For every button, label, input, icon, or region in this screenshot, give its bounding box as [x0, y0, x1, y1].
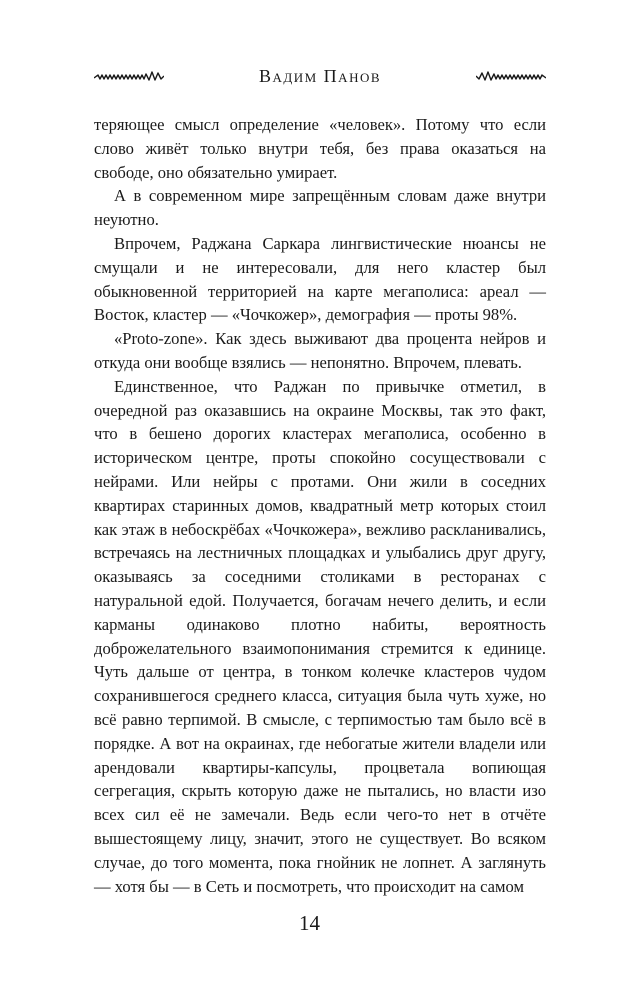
paragraph: Единственное, что Раджан по привычке отметил, в очередной раз оказавшись на окраине Москвы, так это факт, что в бешено дорогих кластерах мегаполиса, особенно в историческом центре, проты спокойно сосуществовали с нейрами. Или нейры с протами. Они жили в соседних квартирах старинных домов, квадратный метр которых стоил как этаж в небоскрёбах «Чочкожера», вежливо раскланивались, встречаясь на лестничных площадках и улыбались друг другу, оказываясь за соседними столиками в ресторанах с натуральной едой. Получается, богачам нечего делить, и если карманы одинаково плотно набиты, вероятность доброжелательного взаимопонимания стремится к единице. Чуть дальше от центра, в тонком колечке кластеров чудом сохранившегося среднего класса, ситуация была чуть хуже, но всё равно терпимой. В смысле, с терпимостью там было всё в порядке. А вот на окраинах, где небогатые жители владели или арендовали квартиры-капсулы, процветала вопиющая сегрегация, скрыть которую даже не пытались, но власти изо всех сил её не замечали. Ведь если чего-то нет в отчёте вышестоящему лицу, значит, этого не существует. Во всяком случае, до того момента, пока гнойник не лопнет. А заглянуть — хотя бы — в Сеть и посмотреть, что происходит на самом: [94, 376, 546, 896]
paragraph: теряющее смысл определение «человек». Потому что если слово живёт только внутри тебя, без права оказаться на свободе, оно обязательно умирает.: [94, 115, 546, 182]
paragraph: А в современном мире запрещённым словам даже внутри неуютно.: [94, 186, 546, 230]
body-text: [94, 113, 546, 898]
right-ornament-icon: [476, 70, 546, 82]
paragraph: Впрочем, Раджана Саркара лингвистические нюансы не смущали и не интересовали, для него кластер был обыкновенной территорией на карте мегаполиса: ареал — Восток, кластер — «Чочкожер», демография — проты 98%.: [94, 233, 546, 325]
running-header-author: Вадим Панов: [258, 66, 382, 86]
paragraph: «Proto-zone». Как здесь выживают два процента нейров и откуда они вообще взялись — непонятно. Впрочем, плевать.: [94, 329, 546, 372]
running-header: [94, 64, 546, 88]
page-number: 14: [299, 911, 320, 935]
